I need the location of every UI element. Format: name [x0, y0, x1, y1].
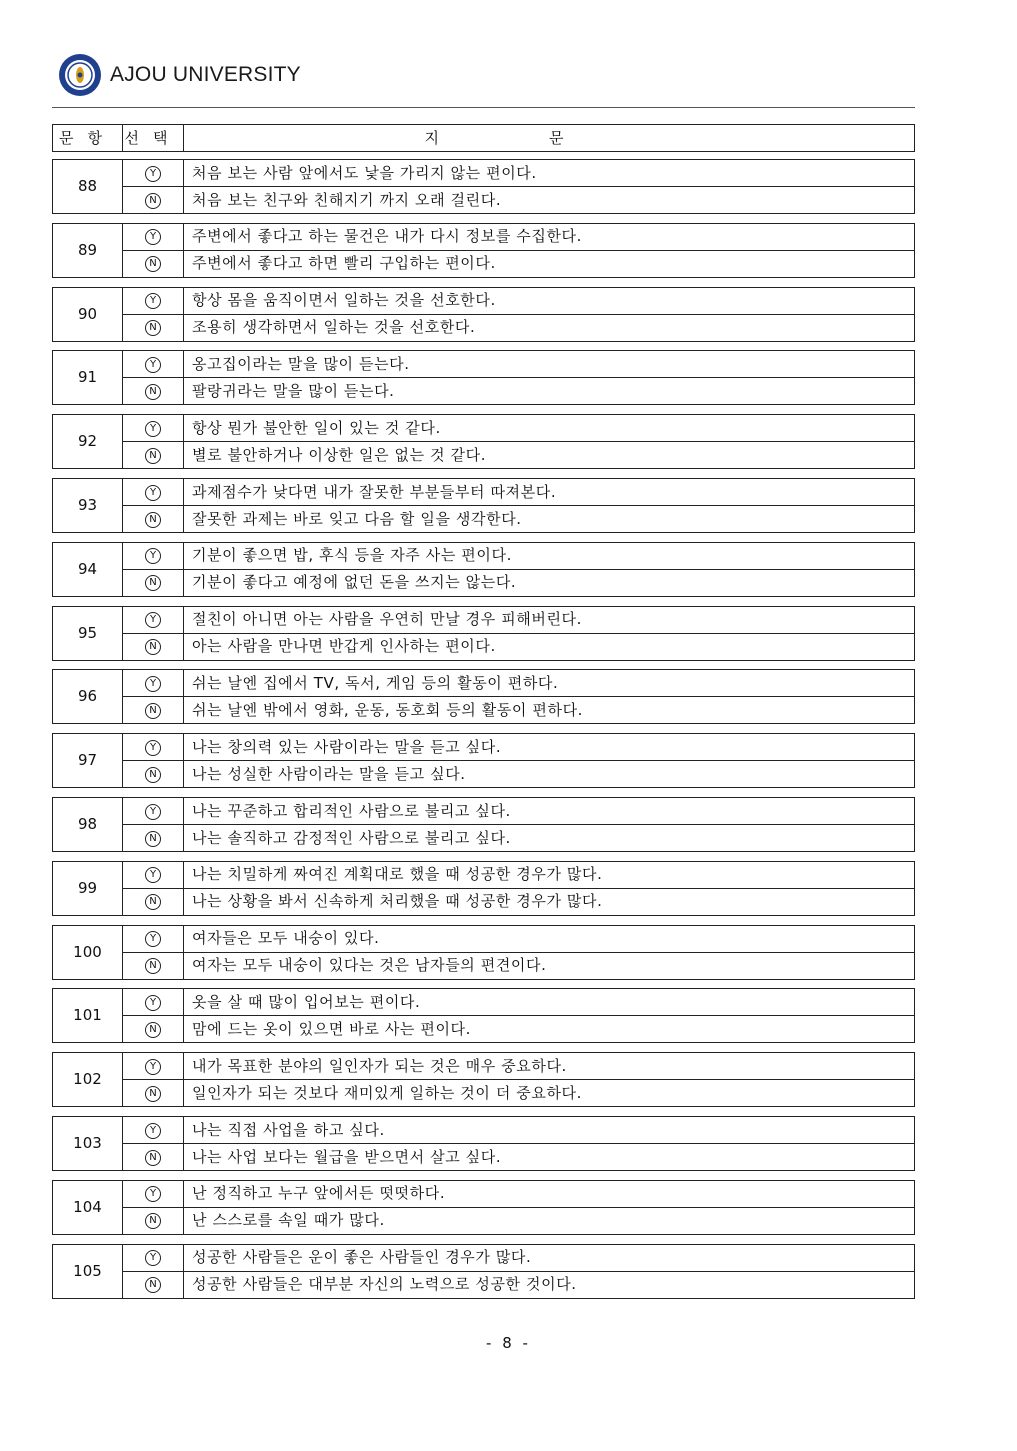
yes-mark-icon: Y	[145, 804, 161, 820]
question-number: 99	[53, 861, 123, 915]
yes-mark-icon: Y	[145, 166, 161, 182]
option-no[interactable]	[123, 1016, 184, 1043]
no-mark-icon: N	[145, 1086, 161, 1102]
yes-mark-icon: Y	[145, 1059, 161, 1075]
option-no[interactable]	[123, 761, 184, 788]
question-block	[52, 733, 915, 788]
question-block	[52, 988, 915, 1043]
yes-mark-icon: Y	[145, 1186, 161, 1202]
university-seal-icon	[58, 53, 102, 97]
statement-no: 아는 사람을 만나면 반갑게 인사하는 편이다.	[184, 633, 915, 660]
statement-yes: 나는 꾸준하고 합리적인 사람으로 불리고 싶다.	[184, 798, 915, 825]
option-no[interactable]	[123, 1144, 184, 1171]
no-mark-icon: N	[145, 958, 161, 974]
statement-yes: 기분이 좋으면 밥, 후식 등을 자주 사는 편이다.	[184, 542, 915, 569]
statement-yes: 난 정직하고 누구 앞에서든 떳떳하다.	[184, 1180, 915, 1207]
question-number: 98	[53, 798, 123, 852]
university-name: AJOU UNIVERSITY	[110, 63, 301, 86]
question-block	[52, 1180, 915, 1235]
question-number: 95	[53, 606, 123, 660]
option-yes[interactable]	[123, 1180, 184, 1207]
no-mark-icon: N	[145, 639, 161, 655]
question-block	[52, 925, 915, 980]
header-choice: 선택	[123, 125, 184, 152]
option-yes[interactable]	[123, 1053, 184, 1080]
statement-no: 기분이 좋다고 예정에 없던 돈을 쓰지는 않는다.	[184, 569, 915, 596]
no-mark-icon: N	[145, 831, 161, 847]
question-block	[52, 606, 915, 661]
yes-mark-icon: Y	[145, 612, 161, 628]
question-block	[52, 223, 915, 278]
option-yes[interactable]	[123, 925, 184, 952]
question-number: 90	[53, 287, 123, 341]
question-number: 97	[53, 734, 123, 788]
statement-no: 여자는 모두 내숭이 있다는 것은 남자들의 편견이다.	[184, 952, 915, 979]
header-statement: 지문	[184, 125, 915, 152]
statement-no: 주변에서 좋다고 하면 빨리 구입하는 편이다.	[184, 250, 915, 277]
statement-yes: 나는 치밀하게 짜여진 계획대로 했을 때 성공한 경우가 많다.	[184, 861, 915, 888]
statement-no: 나는 사업 보다는 월급을 받으면서 살고 싶다.	[184, 1144, 915, 1171]
no-mark-icon: N	[145, 448, 161, 464]
option-no[interactable]	[123, 378, 184, 405]
option-yes[interactable]	[123, 798, 184, 825]
yes-mark-icon: Y	[145, 676, 161, 692]
statement-yes: 여자들은 모두 내숭이 있다.	[184, 925, 915, 952]
no-mark-icon: N	[145, 767, 161, 783]
option-yes[interactable]	[123, 734, 184, 761]
question-number: 102	[53, 1053, 123, 1107]
no-mark-icon: N	[145, 703, 161, 719]
option-yes[interactable]	[123, 351, 184, 378]
yes-mark-icon: Y	[145, 867, 161, 883]
no-mark-icon: N	[145, 256, 161, 272]
statement-no: 나는 상황을 봐서 신속하게 처리했을 때 성공한 경우가 많다.	[184, 888, 915, 915]
statement-no: 성공한 사람들은 대부분 자신의 노력으로 성공한 것이다.	[184, 1271, 915, 1298]
no-mark-icon: N	[145, 1150, 161, 1166]
option-no[interactable]	[123, 1207, 184, 1234]
option-no[interactable]	[123, 952, 184, 979]
page-header	[58, 53, 301, 97]
statement-yes: 주변에서 좋다고 하는 물건은 내가 다시 정보를 수집한다.	[184, 223, 915, 250]
statement-no: 일인자가 되는 것보다 재미있게 일하는 것이 더 중요하다.	[184, 1080, 915, 1107]
option-yes[interactable]	[123, 606, 184, 633]
statement-no: 쉬는 날엔 밖에서 영화, 운동, 동호회 등의 활동이 편하다.	[184, 697, 915, 724]
option-yes[interactable]	[123, 1244, 184, 1271]
option-yes[interactable]	[123, 861, 184, 888]
question-number: 88	[53, 160, 123, 214]
statement-no: 맘에 드는 옷이 있으면 바로 사는 편이다.	[184, 1016, 915, 1043]
option-no[interactable]	[123, 888, 184, 915]
question-block	[52, 414, 915, 469]
question-number: 93	[53, 479, 123, 533]
question-block	[52, 1116, 915, 1171]
question-block	[52, 669, 915, 724]
question-block	[52, 1052, 915, 1107]
yes-mark-icon: Y	[145, 548, 161, 564]
option-no[interactable]	[123, 825, 184, 852]
yes-mark-icon: Y	[145, 995, 161, 1011]
question-number: 92	[53, 415, 123, 469]
yes-mark-icon: Y	[145, 1250, 161, 1266]
statement-no: 처음 보는 친구와 친해지기 까지 오래 걸린다.	[184, 187, 915, 214]
yes-mark-icon: Y	[145, 1123, 161, 1139]
question-number: 89	[53, 223, 123, 277]
page-number: - 8 -	[486, 1334, 531, 1352]
statement-yes: 쉬는 날엔 집에서 TV, 독서, 게임 등의 활동이 편하다.	[184, 670, 915, 697]
question-block	[52, 861, 915, 916]
question-block	[52, 542, 915, 597]
option-no[interactable]	[123, 697, 184, 724]
no-mark-icon: N	[145, 1213, 161, 1229]
statement-no: 난 스스로를 속일 때가 많다.	[184, 1207, 915, 1234]
yes-mark-icon: Y	[145, 931, 161, 947]
option-yes[interactable]	[123, 287, 184, 314]
statement-no: 잘못한 과제는 바로 잊고 다음 할 일을 생각한다.	[184, 506, 915, 533]
question-block	[52, 1244, 915, 1299]
question-block	[52, 350, 915, 405]
question-block	[52, 478, 915, 533]
option-no[interactable]	[123, 187, 184, 214]
question-block	[52, 159, 915, 214]
no-mark-icon: N	[145, 193, 161, 209]
option-no[interactable]	[123, 633, 184, 660]
yes-mark-icon: Y	[145, 740, 161, 756]
statement-no: 팔랑귀라는 말을 많이 듣는다.	[184, 378, 915, 405]
yes-mark-icon: Y	[145, 485, 161, 501]
statement-yes: 과제점수가 낮다면 내가 잘못한 부분들부터 따져본다.	[184, 479, 915, 506]
statement-yes: 항상 뭔가 불안한 일이 있는 것 같다.	[184, 415, 915, 442]
no-mark-icon: N	[145, 575, 161, 591]
option-no[interactable]	[123, 442, 184, 469]
question-number: 91	[53, 351, 123, 405]
yes-mark-icon: Y	[145, 357, 161, 373]
option-no[interactable]	[123, 1080, 184, 1107]
statement-yes: 항상 몸을 움직이면서 일하는 것을 선호한다.	[184, 287, 915, 314]
option-no[interactable]	[123, 314, 184, 341]
option-no[interactable]	[123, 506, 184, 533]
option-yes[interactable]	[123, 160, 184, 187]
option-no[interactable]	[123, 1271, 184, 1298]
yes-mark-icon: Y	[145, 293, 161, 309]
question-number: 105	[53, 1244, 123, 1298]
option-yes[interactable]	[123, 542, 184, 569]
yes-mark-icon: Y	[145, 421, 161, 437]
question-number: 104	[53, 1180, 123, 1234]
yes-mark-icon: Y	[145, 229, 161, 245]
option-yes[interactable]	[123, 670, 184, 697]
no-mark-icon: N	[145, 1022, 161, 1038]
header-rule	[52, 107, 915, 108]
question-number: 96	[53, 670, 123, 724]
option-yes[interactable]	[123, 223, 184, 250]
statement-no: 나는 솔직하고 감정적인 사람으로 불리고 싶다.	[184, 825, 915, 852]
option-yes[interactable]	[123, 479, 184, 506]
statement-no: 나는 성실한 사람이라는 말을 듣고 싶다.	[184, 761, 915, 788]
statement-no: 별로 불안하거나 이상한 일은 없는 것 같다.	[184, 442, 915, 469]
statement-yes: 나는 창의력 있는 사람이라는 말을 듣고 싶다.	[184, 734, 915, 761]
statement-yes: 나는 직접 사업을 하고 싶다.	[184, 1117, 915, 1144]
no-mark-icon: N	[145, 1277, 161, 1293]
table-header	[52, 124, 915, 152]
question-number: 101	[53, 989, 123, 1043]
statement-yes: 절친이 아니면 아는 사람을 우연히 만날 경우 피해버린다.	[184, 606, 915, 633]
question-number: 100	[53, 925, 123, 979]
question-number: 103	[53, 1117, 123, 1171]
no-mark-icon: N	[145, 384, 161, 400]
statement-yes: 처음 보는 사람 앞에서도 낯을 가리지 않는 편이다.	[184, 160, 915, 187]
option-yes[interactable]	[123, 415, 184, 442]
statement-yes: 내가 목표한 분야의 일인자가 되는 것은 매우 중요하다.	[184, 1053, 915, 1080]
option-yes[interactable]	[123, 989, 184, 1016]
statement-yes: 성공한 사람들은 운이 좋은 사람들인 경우가 많다.	[184, 1244, 915, 1271]
statement-yes: 옹고집이라는 말을 많이 듣는다.	[184, 351, 915, 378]
header-item-number: 문항	[53, 125, 123, 152]
no-mark-icon: N	[145, 320, 161, 336]
question-block	[52, 797, 915, 852]
statement-no: 조용히 생각하면서 일하는 것을 선호한다.	[184, 314, 915, 341]
question-block	[52, 287, 915, 342]
statement-yes: 옷을 살 때 많이 입어보는 편이다.	[184, 989, 915, 1016]
question-number: 94	[53, 542, 123, 596]
no-mark-icon: N	[145, 512, 161, 528]
option-no[interactable]	[123, 250, 184, 277]
no-mark-icon: N	[145, 894, 161, 910]
option-no[interactable]	[123, 569, 184, 596]
option-yes[interactable]	[123, 1117, 184, 1144]
